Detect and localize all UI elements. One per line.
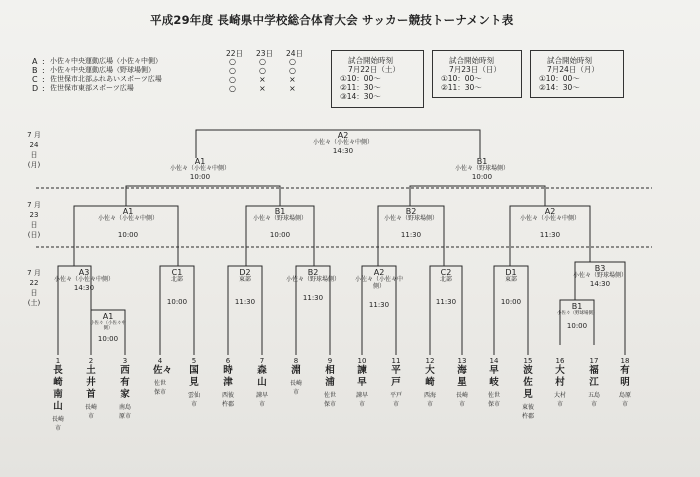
match-code: A1 <box>194 157 206 166</box>
team-entry <box>84 357 98 421</box>
team-entry <box>553 357 567 409</box>
venue-availability-mark: ○ <box>289 66 296 75</box>
team-entry <box>487 357 501 409</box>
venue-key: C <box>32 75 38 84</box>
team-number: 1 <box>55 357 61 365</box>
venue-availability-mark: ○ <box>259 66 266 75</box>
match-venue: 小佐々（小佐々中側） <box>354 276 403 291</box>
venue-name: 佐世保市北部ふれあいスポーツ広場 <box>50 75 162 83</box>
match-venue: 小佐々（小佐々中側） <box>169 165 230 173</box>
match-time: 14:30 <box>589 280 611 289</box>
match-p2 <box>557 302 597 330</box>
match-code: D1 <box>505 268 517 277</box>
match-time: 11:30 <box>368 300 390 309</box>
team-number: 11 <box>391 357 401 365</box>
team-city: 佐世保市 <box>153 380 166 396</box>
match-code: D2 <box>239 268 251 277</box>
match-code: C2 <box>440 268 452 277</box>
team-city: 大村市 <box>553 392 566 408</box>
match-venue: 小佐々（小佐々中側） <box>90 321 126 332</box>
team-city: 平戸市 <box>389 392 402 408</box>
match-venue: 小佐々（野球場側） <box>252 215 307 223</box>
match-time: 10:00 <box>166 298 188 307</box>
team-number: 14 <box>489 357 499 365</box>
match-code: A1 <box>102 312 114 321</box>
day-label-24: 7 月 24 日 (月) <box>27 131 41 169</box>
match-time: 11:30 <box>435 298 457 307</box>
venue-separator: : <box>42 75 45 84</box>
team-entry <box>255 357 269 409</box>
venue-name: 小佐々中央運動広場（小佐々中側） <box>50 57 162 65</box>
schedule-time: ②11：30～ <box>441 83 482 92</box>
team-name: 時津 <box>223 365 233 388</box>
team-name: 相浦 <box>325 365 335 388</box>
team-entry <box>355 357 369 409</box>
team-number: 3 <box>122 357 128 365</box>
team-number: 12 <box>425 357 435 365</box>
match-r3 <box>227 268 263 306</box>
team-name: 佐々 <box>153 365 173 376</box>
day-header-22: 22日 <box>226 49 244 58</box>
team-name: 淵 <box>291 365 301 376</box>
match-venue: 小佐々（野球場側） <box>557 311 598 317</box>
venue-separator: : <box>42 66 45 75</box>
team-entry <box>289 357 303 397</box>
team-city: 長崎市 <box>84 404 97 420</box>
team-entry <box>153 357 173 397</box>
match-venue: 東部 <box>238 276 251 284</box>
team-entry <box>455 357 469 409</box>
team-name: 有明 <box>620 365 630 388</box>
team-entry <box>51 357 65 433</box>
team-number: 10 <box>357 357 367 365</box>
team-city: 西彼杵郡 <box>221 392 234 408</box>
schedule-time: ①10：00～ <box>441 74 482 83</box>
schedule-time: ②11：30～ <box>340 83 381 92</box>
team-number: 9 <box>327 357 333 365</box>
match-r4 <box>285 268 341 302</box>
page-title: 平成29年度 長崎県中学校総合体育大会 サッカー競技トーナメント表 <box>150 13 514 27</box>
schedule-date: 7月22日（土） <box>348 65 400 74</box>
venue-availability-mark: × <box>289 84 296 93</box>
schedule-time: ①10：00～ <box>340 74 381 83</box>
match-time: 14:30 <box>73 284 95 293</box>
team-number: 6 <box>225 357 231 365</box>
match-code: B3 <box>594 264 606 273</box>
team-city: 雲仙市 <box>187 392 200 408</box>
team-entry <box>423 357 437 409</box>
match-r7 <box>493 268 529 306</box>
match-venue: 小佐々（小佐々中側） <box>53 276 114 284</box>
team-number: 16 <box>555 357 565 365</box>
schedule-head: 試合開始時刻 <box>348 56 393 65</box>
team-number: 15 <box>523 357 533 365</box>
match-code: A1 <box>122 207 134 216</box>
team-city: 佐世保市 <box>487 392 500 408</box>
match-venue: 北部 <box>439 276 452 284</box>
team-city: 南島原市 <box>118 404 131 420</box>
team-entry <box>118 357 132 421</box>
venue-key: B <box>32 66 38 75</box>
match-q1 <box>78 207 178 239</box>
match-time: 10:00 <box>500 298 522 307</box>
match-venue: 小佐々（小佐々中側） <box>97 215 158 223</box>
match-time: 10:00 <box>117 231 139 240</box>
team-name: 長崎南山 <box>53 365 63 412</box>
match-semi-1 <box>150 157 250 181</box>
match-final <box>288 131 398 155</box>
schedule-head: 試合開始時刻 <box>547 56 592 65</box>
match-r2 <box>159 268 195 306</box>
team-number: 8 <box>293 357 299 365</box>
team-city: 西海市 <box>423 392 436 408</box>
match-code: B1 <box>476 157 488 166</box>
team-number: 2 <box>88 357 94 365</box>
match-time: 10:00 <box>471 173 493 182</box>
match-r6 <box>428 268 464 306</box>
team-name: 大村 <box>555 365 565 388</box>
match-venue: 小佐々（小佐々中側） <box>312 139 373 147</box>
day-label-22: 7 月 22 日 (土) <box>27 269 41 307</box>
match-r8 <box>560 264 640 288</box>
match-time: 11:30 <box>539 231 561 240</box>
match-venue: 小佐々（小佐々中側） <box>519 215 580 223</box>
match-code: B2 <box>307 268 319 277</box>
schedule-time: ②14：30～ <box>539 83 580 92</box>
team-entry <box>618 357 632 409</box>
match-code: A2 <box>337 131 349 140</box>
match-venue: 北部 <box>170 276 183 284</box>
match-q4 <box>500 207 600 239</box>
team-entry <box>221 357 235 409</box>
match-r1 <box>46 268 122 292</box>
match-time: 10:00 <box>566 322 588 331</box>
team-city: 五島市 <box>587 392 600 408</box>
schedule-time: ①10：00～ <box>539 74 580 83</box>
match-code: B2 <box>405 207 417 216</box>
team-name: 国見 <box>189 365 199 388</box>
venue-availability-mark: × <box>289 75 296 84</box>
day-header-23: 23日 <box>256 49 274 58</box>
team-city: 長崎市 <box>289 380 302 396</box>
team-name: 福江 <box>589 365 599 388</box>
match-code: B1 <box>571 302 583 311</box>
match-time: 11:30 <box>302 294 324 303</box>
schedule-date: 7月23日（日） <box>449 65 501 74</box>
match-code: A2 <box>544 207 556 216</box>
team-city: 長崎市 <box>455 392 468 408</box>
bracket-semi-2 <box>410 186 545 206</box>
team-name: 諫早 <box>357 365 367 388</box>
day-label-23: 7 月 23 日 (日) <box>27 201 41 239</box>
team-name: 平戸 <box>391 365 401 388</box>
venue-separator: : <box>42 84 45 93</box>
venue-availability-mark: ○ <box>229 84 236 93</box>
team-name: 土井首 <box>86 365 96 400</box>
venue-separator: : <box>42 57 45 66</box>
team-entry <box>323 357 337 409</box>
team-number: 13 <box>457 357 467 365</box>
schedule-time: ③14：30～ <box>340 92 381 101</box>
team-entry <box>389 357 403 409</box>
team-city: 東彼杵郡 <box>521 404 534 420</box>
team-name: 早岐 <box>489 365 499 388</box>
match-code: C1 <box>171 268 183 277</box>
team-entry <box>187 357 201 409</box>
team-city: 諫早市 <box>355 392 368 408</box>
match-time: 10:00 <box>189 173 211 182</box>
match-semi-2 <box>432 157 532 181</box>
match-time: 11:30 <box>234 298 256 307</box>
team-name: 森山 <box>257 365 267 388</box>
team-number: 17 <box>589 357 599 365</box>
schedule-date: 7月24日（月） <box>547 65 599 74</box>
team-entry <box>521 357 535 421</box>
match-time: 10:00 <box>269 231 291 240</box>
team-number: 18 <box>620 357 630 365</box>
match-code: A3 <box>78 268 90 277</box>
match-venue: 小佐々（野球場側） <box>285 276 340 284</box>
match-r5 <box>351 268 407 309</box>
match-time: 14:30 <box>332 147 354 156</box>
schedule-head: 試合開始時刻 <box>449 56 494 65</box>
team-number: 7 <box>259 357 265 365</box>
match-time: 10:00 <box>97 334 119 343</box>
match-code: B1 <box>274 207 286 216</box>
bracket-semi-1 <box>126 186 280 206</box>
match-venue: 小佐々（野球場側） <box>454 165 509 173</box>
match-code: A2 <box>373 268 385 277</box>
team-entry <box>587 357 601 409</box>
venue-availability-mark: × <box>259 75 266 84</box>
team-name: 海星 <box>457 365 467 388</box>
match-p1 <box>88 312 128 343</box>
match-q2 <box>230 207 330 239</box>
team-number: 4 <box>157 357 163 365</box>
team-name: 波佐見 <box>523 365 533 400</box>
team-city: 諫早市 <box>255 392 268 408</box>
team-name: 西有家 <box>120 365 130 400</box>
team-city: 島原市 <box>618 392 631 408</box>
match-venue: 東部 <box>504 276 517 284</box>
team-city: 佐世保市 <box>323 392 336 408</box>
team-number: 5 <box>191 357 197 365</box>
venue-availability-mark: × <box>259 84 266 93</box>
venue-key: D <box>32 84 39 93</box>
venue-availability-mark: ○ <box>229 75 236 84</box>
team-city: 長崎市 <box>51 416 64 432</box>
match-time: 11:30 <box>400 231 422 240</box>
team-name: 大崎 <box>425 365 435 388</box>
venue-name: 佐世保市東部スポーツ広場 <box>50 84 134 92</box>
venue-availability-mark: ○ <box>229 57 236 66</box>
match-venue: 小佐々（野球場側） <box>383 215 438 223</box>
venue-availability-mark: ○ <box>289 57 296 66</box>
match-venue: 小佐々（野球場側） <box>572 272 627 280</box>
venue-availability-mark: ○ <box>229 66 236 75</box>
venue-name: 小佐々中央運動広場（野球場側） <box>50 66 155 74</box>
match-q3 <box>361 207 461 239</box>
venue-key: A <box>32 57 38 66</box>
venue-availability-mark: ○ <box>259 57 266 66</box>
day-header-24: 24日 <box>286 49 304 58</box>
